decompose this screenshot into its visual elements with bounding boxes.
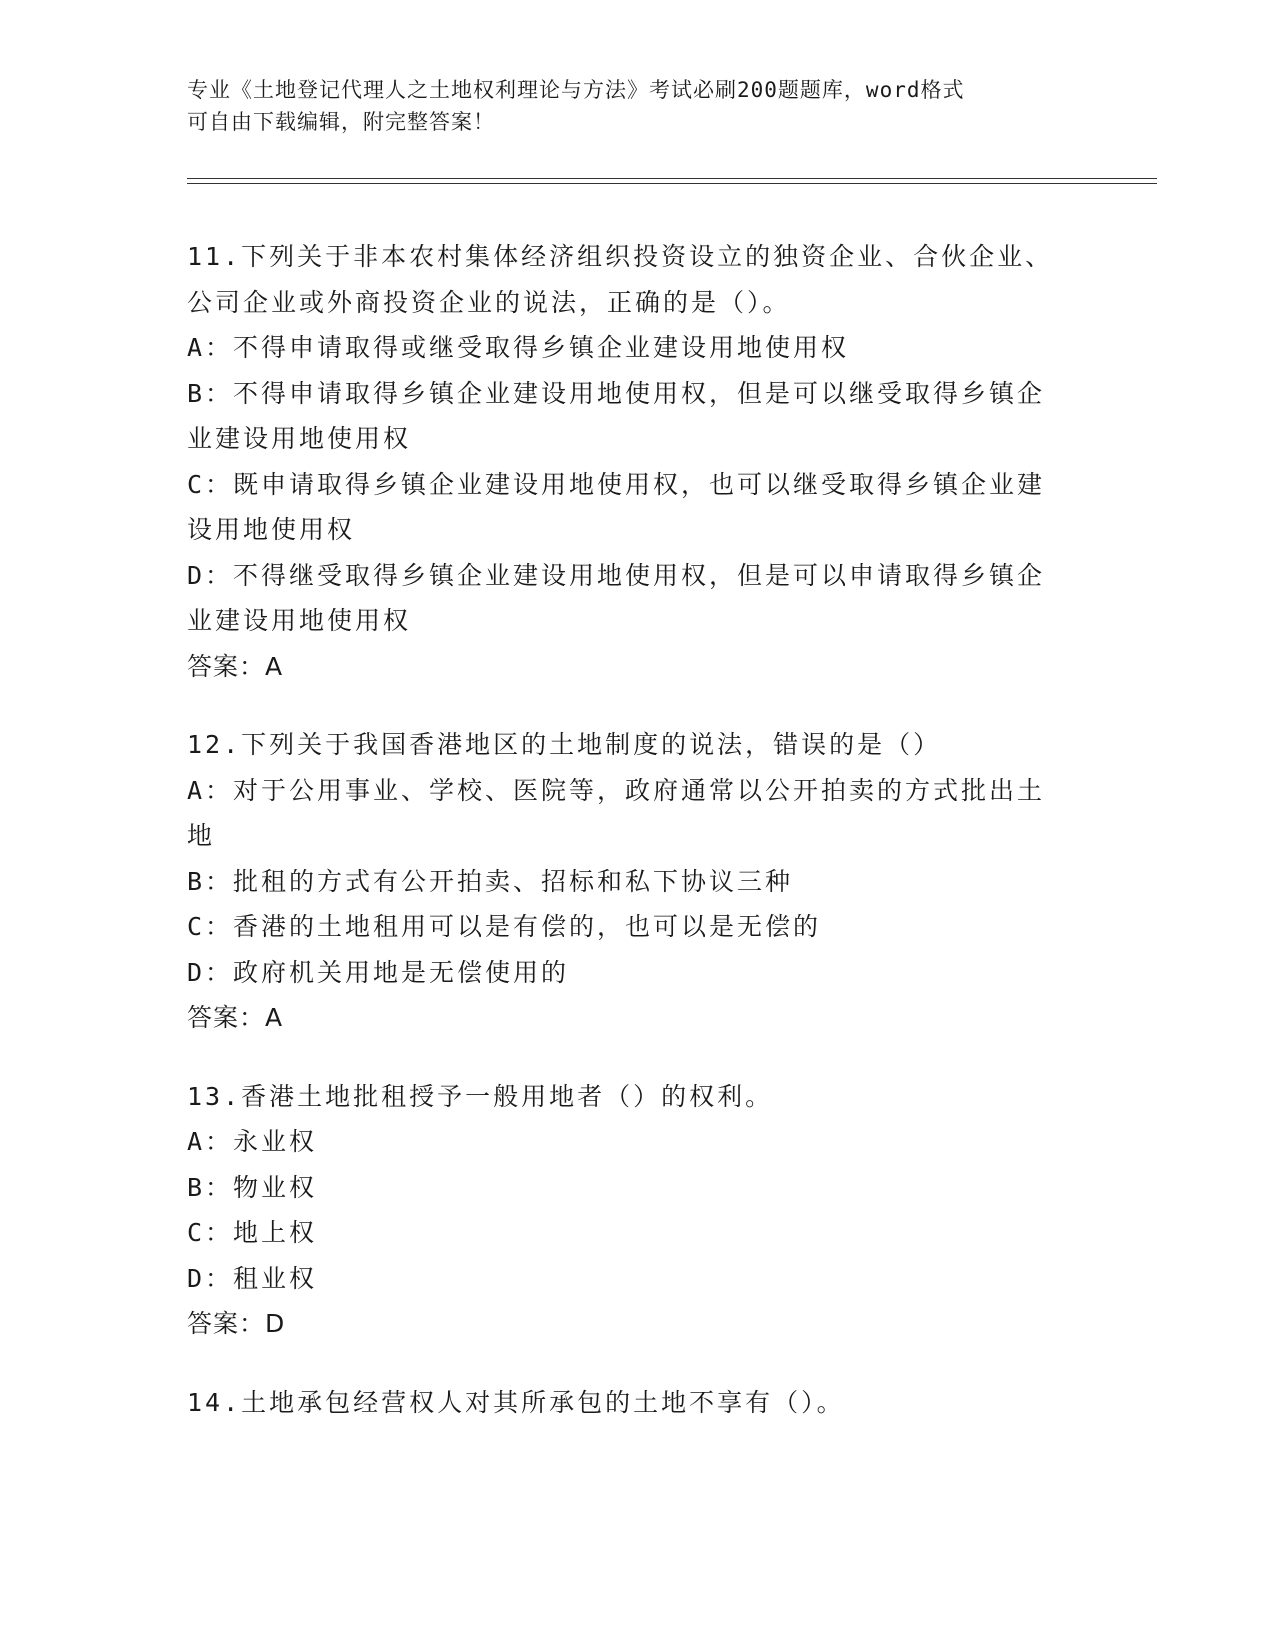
option-a: A：对于公用事业、学校、医院等，政府通常以公开拍卖的方式批出土 xyxy=(187,775,1046,805)
option-c: C：香港的土地租用可以是有偿的，也可以是无偿的 xyxy=(187,912,822,941)
option-a: A：永业权 xyxy=(187,1127,318,1156)
header-line-1: 专业《土地登记代理人之土地权利理论与方法》考试必刷200题题库，word格式 xyxy=(187,78,965,102)
question-stem-line: 公司企业或外商投资企业的说法，正确的是（）。 xyxy=(187,287,791,317)
question-14 xyxy=(187,1380,1087,1426)
option-a: A：不得申请取得或继受取得乡镇企业建设用地使用权 xyxy=(187,333,850,362)
question-stem-line: 14.土地承包经营权人对其所承包的土地不享有（）。 xyxy=(187,1387,845,1417)
question-stem-line: 13.香港土地批租授予一般用地者（）的权利。 xyxy=(187,1081,774,1111)
option-a-continued: 地 xyxy=(187,821,216,850)
header-divider-bottom xyxy=(187,183,1157,184)
question-stem-line: 11.下列关于非本农村集体经济组织投资设立的独资企业、合伙企业、 xyxy=(187,242,1054,271)
question-11 xyxy=(187,234,1087,689)
option-d: D：租业权 xyxy=(187,1263,318,1293)
answer: 答案：A xyxy=(187,651,284,681)
question-12 xyxy=(187,722,1087,1041)
option-b: B：不得申请取得乡镇企业建设用地使用权，但是可以继受取得乡镇企 xyxy=(187,378,1046,408)
question-13 xyxy=(187,1074,1087,1347)
option-b-continued: 业建设用地使用权 xyxy=(187,424,412,453)
option-c-continued: 设用地使用权 xyxy=(187,515,356,544)
option-d: D：政府机关用地是无偿使用的 xyxy=(187,957,570,987)
option-b: B：批租的方式有公开拍卖、招标和私下协议三种 xyxy=(187,866,794,896)
option-d-continued: 业建设用地使用权 xyxy=(187,606,412,635)
question-list xyxy=(187,234,1087,1458)
option-d: D：不得继受取得乡镇企业建设用地使用权，但是可以申请取得乡镇企 xyxy=(187,560,1046,590)
document-header xyxy=(187,74,1087,138)
answer: 答案：A xyxy=(187,1003,284,1032)
option-c: C：既申请取得乡镇企业建设用地使用权，也可以继受取得乡镇企业建 xyxy=(187,469,1046,499)
option-c: C：地上权 xyxy=(187,1218,318,1247)
header-divider-top xyxy=(187,178,1157,179)
question-stem-line: 12.下列关于我国香港地区的土地制度的说法，错误的是（） xyxy=(187,730,942,759)
option-b: B：物业权 xyxy=(187,1172,318,1202)
header-line-2: 可自由下载编辑，附完整答案！ xyxy=(187,110,495,134)
answer: 答案：D xyxy=(187,1309,286,1338)
